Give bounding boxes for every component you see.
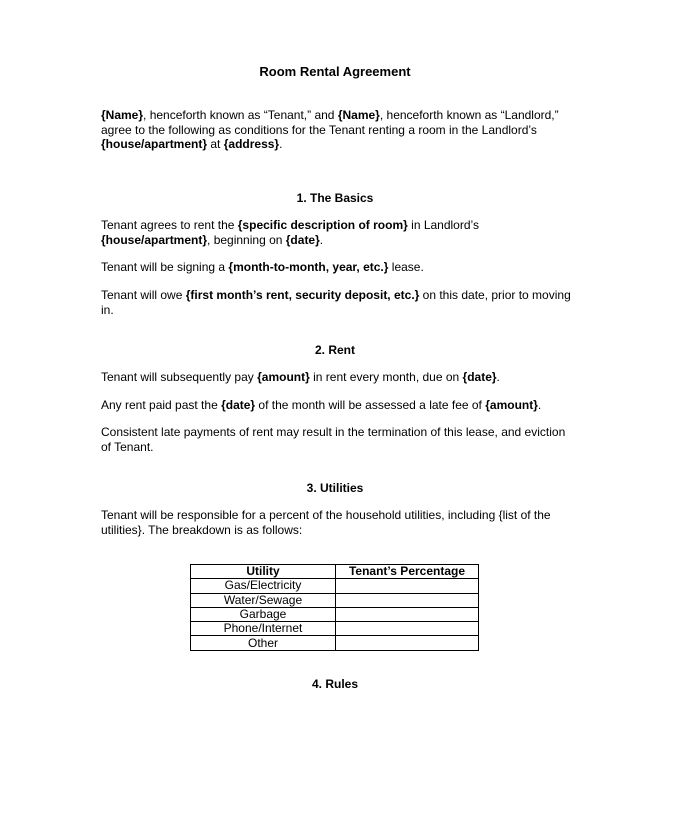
document-title: Room Rental Agreement [259, 64, 411, 79]
rent-paragraph-2 [101, 398, 571, 413]
section-heading-rent: 2. Rent [314, 343, 355, 357]
intro-paragraph [101, 108, 571, 152]
section-heading-utilities: 3. Utilities [306, 481, 364, 495]
intro-text: , henceforth known as “Tenant,” and [143, 108, 338, 122]
address-placeholder: {address} [223, 137, 280, 151]
table-row [191, 636, 479, 650]
utility-cell: Phone/Internet [191, 622, 336, 636]
utilities-paragraph-1 [101, 508, 571, 537]
intro-text: . [279, 137, 283, 151]
basics-text: lease. [388, 260, 424, 274]
utilities-text: Tenant will be responsible for a percent of the household utilities, including {list of the utilities}. The breakdown is as follows: [101, 508, 551, 537]
amount-owed-placeholder: {first month’s rent, security deposit, etc.} [185, 288, 420, 302]
table-row [191, 622, 479, 636]
rent-text: in rent every month, due on [309, 370, 463, 384]
rent-text: . [496, 370, 500, 384]
basics-text: . [319, 232, 324, 247]
basics-text: Tenant agrees to rent the [101, 218, 238, 232]
percentage-cell [336, 593, 479, 607]
column-header-utility: Utility [191, 565, 336, 579]
utility-cell: Other [191, 636, 336, 650]
percentage-cell [336, 607, 479, 621]
date-placeholder: {date} [221, 398, 256, 412]
rent-text: Any rent paid past the [101, 398, 222, 412]
house-placeholder: {house/apartment} [101, 232, 208, 247]
utilities-table [190, 564, 479, 651]
room-placeholder: {specific description of room} [237, 218, 408, 232]
basics-paragraph-2 [101, 260, 571, 275]
tenant-name-placeholder: {Name} [101, 108, 144, 122]
section-heading-basics: 1. The Basics [296, 191, 374, 205]
basics-text: in Landlord’s [407, 218, 479, 232]
column-header-tenant-percentage: Tenant’s Percentage [336, 565, 479, 579]
house-placeholder: {house/apartment} [101, 137, 208, 151]
rent-paragraph-1 [101, 370, 571, 385]
lease-term-placeholder: {month-to-month, year, etc.} [228, 260, 389, 274]
amount-placeholder: {amount} [257, 370, 310, 384]
percentage-cell [336, 622, 479, 636]
rent-text: of the month will be assessed a late fee of [255, 398, 486, 412]
percentage-cell [336, 636, 479, 650]
table-row [191, 593, 479, 607]
utility-cell: Gas/Electricity [191, 579, 336, 593]
basics-text: Tenant will owe [101, 288, 186, 302]
rent-text: . [537, 398, 542, 412]
rent-paragraph-3 [101, 425, 571, 454]
percentage-cell [336, 579, 479, 593]
intro-text: , henceforth known as “Landlord,” agree to the following as conditions for the Tenant renting a room in the Landlord’s [101, 108, 559, 137]
table-row [191, 607, 479, 621]
rent-text: Consistent late payments of rent may result in the termination of this lease, and eviction of Tenant. [101, 425, 566, 454]
late-fee-placeholder: {amount} [485, 398, 538, 412]
date-placeholder: {date} [285, 232, 320, 247]
section-heading-rules: 4. Rules [311, 677, 359, 691]
date-placeholder: {date} [462, 370, 497, 384]
basics-paragraph-3 [101, 288, 571, 317]
table-row [191, 579, 479, 593]
utility-cell: Garbage [191, 607, 336, 621]
intro-text: at [207, 137, 224, 151]
basics-paragraph-1 [101, 218, 571, 247]
landlord-name-placeholder: {Name} [337, 108, 380, 122]
basics-text: Tenant will be signing a [101, 260, 229, 274]
basics-text: , beginning on [207, 232, 286, 247]
rent-text: Tenant will subsequently pay [101, 370, 258, 384]
utility-cell: Water/Sewage [191, 593, 336, 607]
basics-text: on this date, prior to moving in. [101, 288, 571, 317]
table-header-row [191, 565, 479, 579]
